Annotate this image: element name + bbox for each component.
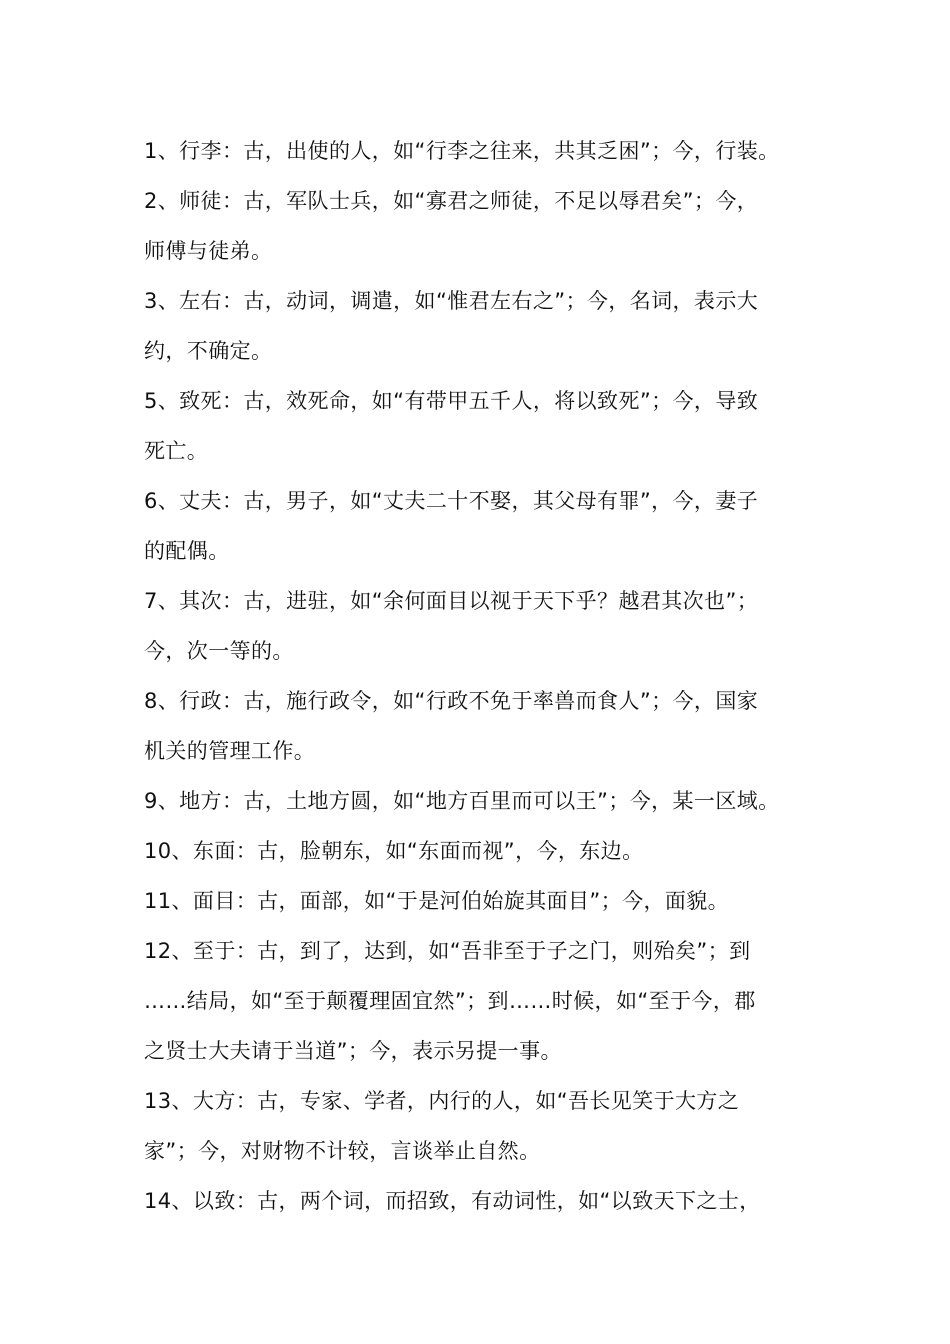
text-line: 家”；今，对财物不计较，言谈举止自然。 (144, 1139, 541, 1163)
text-line: 2、师徒：古，军队士兵，如“寡君之师徒，不足以辱君矣”；今， (144, 189, 759, 213)
text-line: 13、大方：古，专家、学者，内行的人，如“吾长见笑于大方之 (144, 1089, 740, 1113)
text-line: 9、地方：古，土地方圆，如“地方百里而可以王”；今，某一区域。 (144, 789, 780, 813)
text-line: 11、面目：古，面部，如“于是河伯始旋其面目”；今，面貌。 (144, 889, 730, 913)
text-line: 之贤士大夫请于当道”；今，表示另提一事。 (144, 1039, 562, 1063)
text-line: 3、左右：古，动词，调遣，如“惟君左右之”；今，名词，表示大 (144, 289, 759, 313)
text-line: 师傅与徒弟。 (144, 239, 273, 263)
text-line: 1、行李：古，出使的人，如“行李之往来，共其乏困”；今，行装。 (144, 139, 780, 163)
text-line: 死亡。 (144, 439, 209, 463)
text-line: 机关的管理工作。 (144, 739, 316, 763)
text-line: 6、丈夫：古，男子，如“丈夫二十不娶，其父母有罪”，今，妻子 (144, 489, 759, 513)
document-body (144, 126, 816, 1226)
text-line: 10、东面：古，脸朝东，如“东面而视”，今，东边。 (144, 839, 644, 863)
text-line: 的配偶。 (144, 539, 230, 563)
text-line: ……结局，如“至于颠覆理固宜然”；到……时候，如“至于今，郡 (144, 989, 756, 1013)
text-line: 约，不确定。 (144, 339, 273, 363)
text-line: 14、以致：古，两个词，而招致，有动词性，如“以致天下之士， (144, 1189, 761, 1213)
text-line: 12、至于：古，到了，达到，如“吾非至于子之门，则殆矣”；到 (144, 939, 751, 963)
text-line: 8、行政：古，施行政令，如“行政不免于率兽而食人”；今，国家 (144, 689, 759, 713)
text-line: 5、致死：古，效死命，如“有带甲五千人，将以致死”；今，导致 (144, 389, 759, 413)
text-line: 7、其次：古，进驻，如“余何面目以视于天下乎？越君其次也”； (144, 589, 759, 613)
text-line: 今，次一等的。 (144, 639, 294, 663)
